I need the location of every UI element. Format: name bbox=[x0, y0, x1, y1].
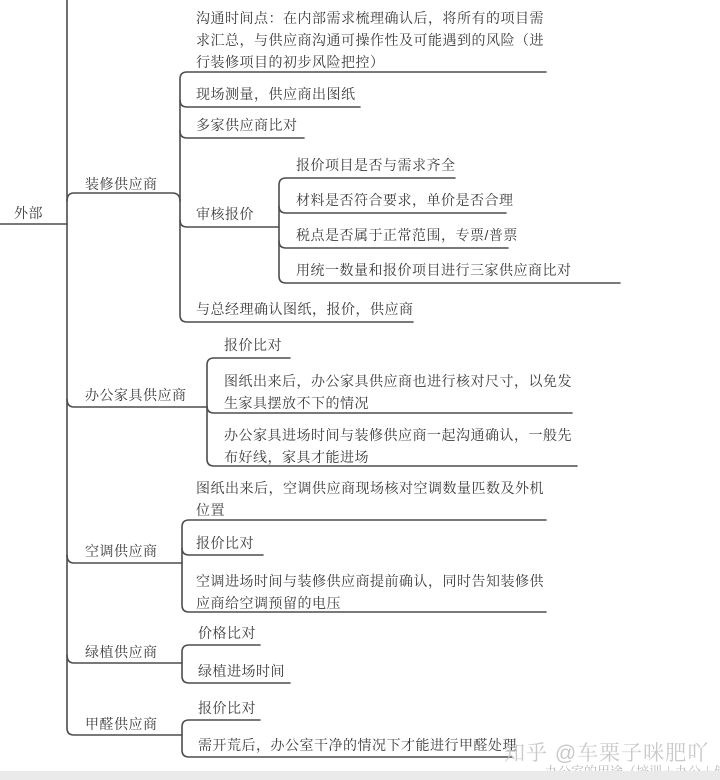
trunk-line bbox=[67, 0, 182, 735]
node-external[interactable]: 外部 bbox=[14, 205, 43, 221]
node-furniture-entry-time[interactable]: 办公家具进场时间与装修供应商一起沟通确认，一般先布好线，家具才能进场 bbox=[224, 427, 572, 465]
node-multi-supplier-compare[interactable]: 多家供应商比对 bbox=[196, 117, 298, 133]
node-formaldehyde-after-clean[interactable]: 需开荒后，办公室干净的情况下才能进行甲醛处理 bbox=[198, 737, 517, 753]
node-ac-entry-time[interactable]: 空调进场时间与装修供应商提前确认，同时告知装修供应商给空调预留的电压 bbox=[196, 573, 544, 611]
node-furniture-check-size[interactable]: 图纸出来后，办公家具供应商也进行核对尺寸，以免发生家具摆放不下的情况 bbox=[224, 373, 572, 411]
node-formaldehyde-supplier[interactable]: 甲醛供应商 bbox=[85, 716, 158, 732]
branch0-underline bbox=[67, 193, 180, 201]
watermark-site: 知乎 bbox=[504, 742, 548, 765]
node-three-supplier-compare[interactable]: 用统一数量和报价项目进行三家供应商比对 bbox=[296, 262, 572, 278]
node-tax-rate-invoice[interactable]: 税点是否属于正常范围，专票/普票 bbox=[296, 227, 518, 243]
node-renovation-supplier[interactable]: 装修供应商 bbox=[85, 176, 158, 192]
watermark bbox=[504, 737, 709, 767]
node-plant-price-compare[interactable]: 价格比对 bbox=[198, 625, 256, 641]
node-furniture-supplier[interactable]: 办公家具供应商 bbox=[85, 387, 187, 403]
node-review-quote[interactable]: 审核报价 bbox=[196, 206, 254, 222]
node-formaldehyde-quote-compare[interactable]: 报价比对 bbox=[198, 700, 256, 716]
node-plant-entry-time[interactable]: 绿植进场时间 bbox=[198, 663, 285, 679]
node-quote-items-complete[interactable]: 报价项目是否与需求齐全 bbox=[296, 157, 456, 173]
watermark-handle: @车栗子咪肥吖 bbox=[554, 742, 710, 765]
node-furniture-quote-compare[interactable]: 报价比对 bbox=[224, 337, 282, 353]
node-site-measurement[interactable]: 现场测量，供应商出图纸 bbox=[196, 86, 356, 102]
node-plant-supplier[interactable]: 绿植供应商 bbox=[85, 644, 158, 660]
node-ac-quote-compare[interactable]: 报价比对 bbox=[196, 535, 254, 551]
bottom-divider-band bbox=[0, 771, 720, 780]
node-ac-supplier[interactable]: 空调供应商 bbox=[85, 543, 158, 559]
node-communication-timing[interactable]: 沟通时间点：在内部需求梳理确认后，将所有的项目需求汇总，与供应商沟通可操作性及可能遇到的风险（进行装修项目的初步风险把控） bbox=[196, 10, 544, 70]
node-confirm-with-gm[interactable]: 与总经理确认图纸，报价，供应商 bbox=[196, 301, 414, 317]
node-ac-site-check[interactable]: 图纸出来后，空调供应商现场核对空调数量匹数及外机位置 bbox=[196, 480, 544, 518]
node-material-unit-price[interactable]: 材料是否符合要求，单价是否合理 bbox=[296, 192, 514, 208]
